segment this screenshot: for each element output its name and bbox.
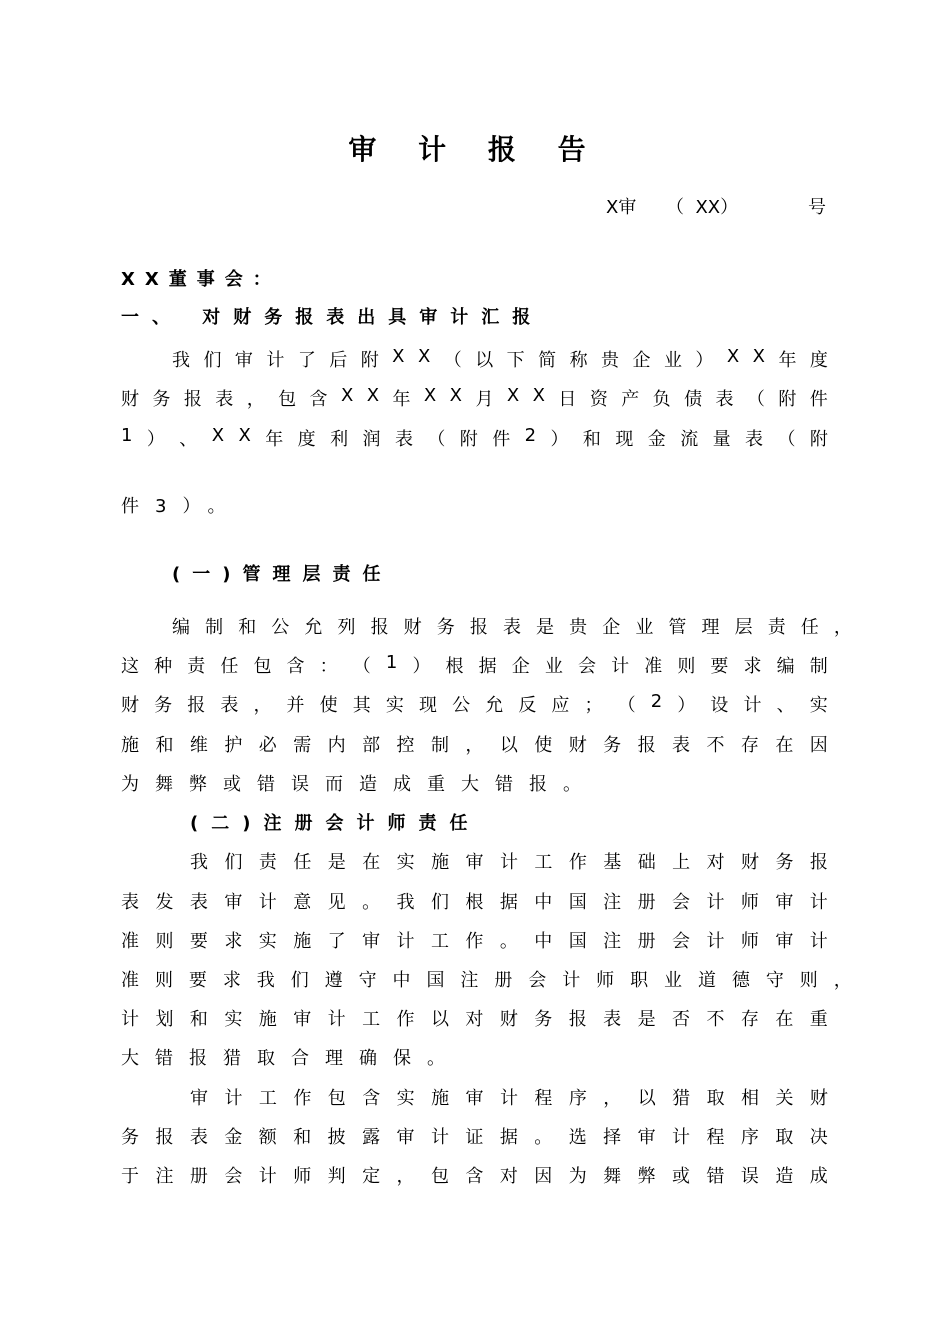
para2-line: 编 制 和 公 允 列 报 财 务 报 表 是 贵 企 业 管 理 层 责 任 ， bbox=[172, 617, 852, 638]
para4-line: 务 报 表 金 额 和 披 露 审 计 证 据 。 选 择 审 计 程 序 取 决 bbox=[121, 1127, 828, 1148]
report-title: 审 计 报 告 bbox=[348, 133, 602, 166]
para1-line: 财 务 报 表 ， 包 含 X X 年 X X 月 X X 日 资 产 负 债 表 （ 附 件 bbox=[121, 385, 828, 410]
doc-number-prefix: X审 bbox=[606, 197, 637, 218]
para3-line: 准 则 要 求 实 施 了 审 计 工 作 。 中 国 注 册 会 计 师 审 计 bbox=[121, 931, 828, 952]
para2-line: 为舞弊或错误而造成重大错报。 bbox=[121, 774, 597, 795]
para4-line: 于 注 册 会 计 师 判 定 ， 包 含 对 因 为 舞 弊 或 错 误 造 成 bbox=[121, 1166, 828, 1187]
doc-number-suffix: 号 bbox=[808, 197, 826, 218]
para4-line: 审 计 工 作 包 含 实 施 审 计 程 序 ， 以 猎 取 相 关 财 bbox=[190, 1088, 828, 1109]
doc-number-year: （ XX） bbox=[666, 197, 739, 218]
sub2-heading: (二)注册会计师责任 bbox=[190, 813, 481, 834]
para1-line: 件3）。 bbox=[121, 496, 242, 517]
para3-line: 计 划 和 实 施 审 计 工 作 以 对 财 务 报 表 是 否 不 存 在 重 bbox=[121, 1009, 828, 1030]
section1-heading: 一、 对财务报表出具审计汇报 bbox=[121, 307, 544, 328]
para1-line: 我 们 审 计 了 后 附 X X （ 以 下 简 称 贵 企 业 ） X X 年 度 bbox=[172, 346, 828, 371]
addressee: XX董事会： bbox=[121, 269, 281, 290]
para3-line: 大错报猎取合理确保。 bbox=[121, 1048, 461, 1069]
para2-line: 财 务 报 表 ， 并 使 其 实 现 公 允 反 应 ； （ 2 ） 设 计 、 实 bbox=[121, 691, 828, 716]
sub1-heading: (一)管理层责任 bbox=[172, 564, 393, 585]
para3-line: 准 则 要 求 我 们 遵 守 中 国 注 册 会 计 师 职 业 道 德 守 则 ， bbox=[121, 970, 852, 991]
para3-line: 我 们 责 任 是 在 实 施 审 计 工 作 基 础 上 对 财 务 报 bbox=[190, 852, 828, 873]
para2-line: 这 种 责 任 包 含 ： （ 1 ） 根 据 企 业 会 计 准 则 要 求 编 制 bbox=[121, 652, 828, 677]
para1-line: 1 ） 、 X X 年 度 利 润 表 （ 附 件 2 ） 和 现 金 流 量 表 （ 附 bbox=[121, 425, 828, 450]
para3-line: 表 发 表 审 计 意 见 。 我 们 根 据 中 国 注 册 会 计 师 审 计 bbox=[121, 892, 828, 913]
para2-line: 施 和 维 护 必 需 内 部 控 制 ， 以 使 财 务 报 表 不 存 在 因 bbox=[121, 735, 828, 756]
